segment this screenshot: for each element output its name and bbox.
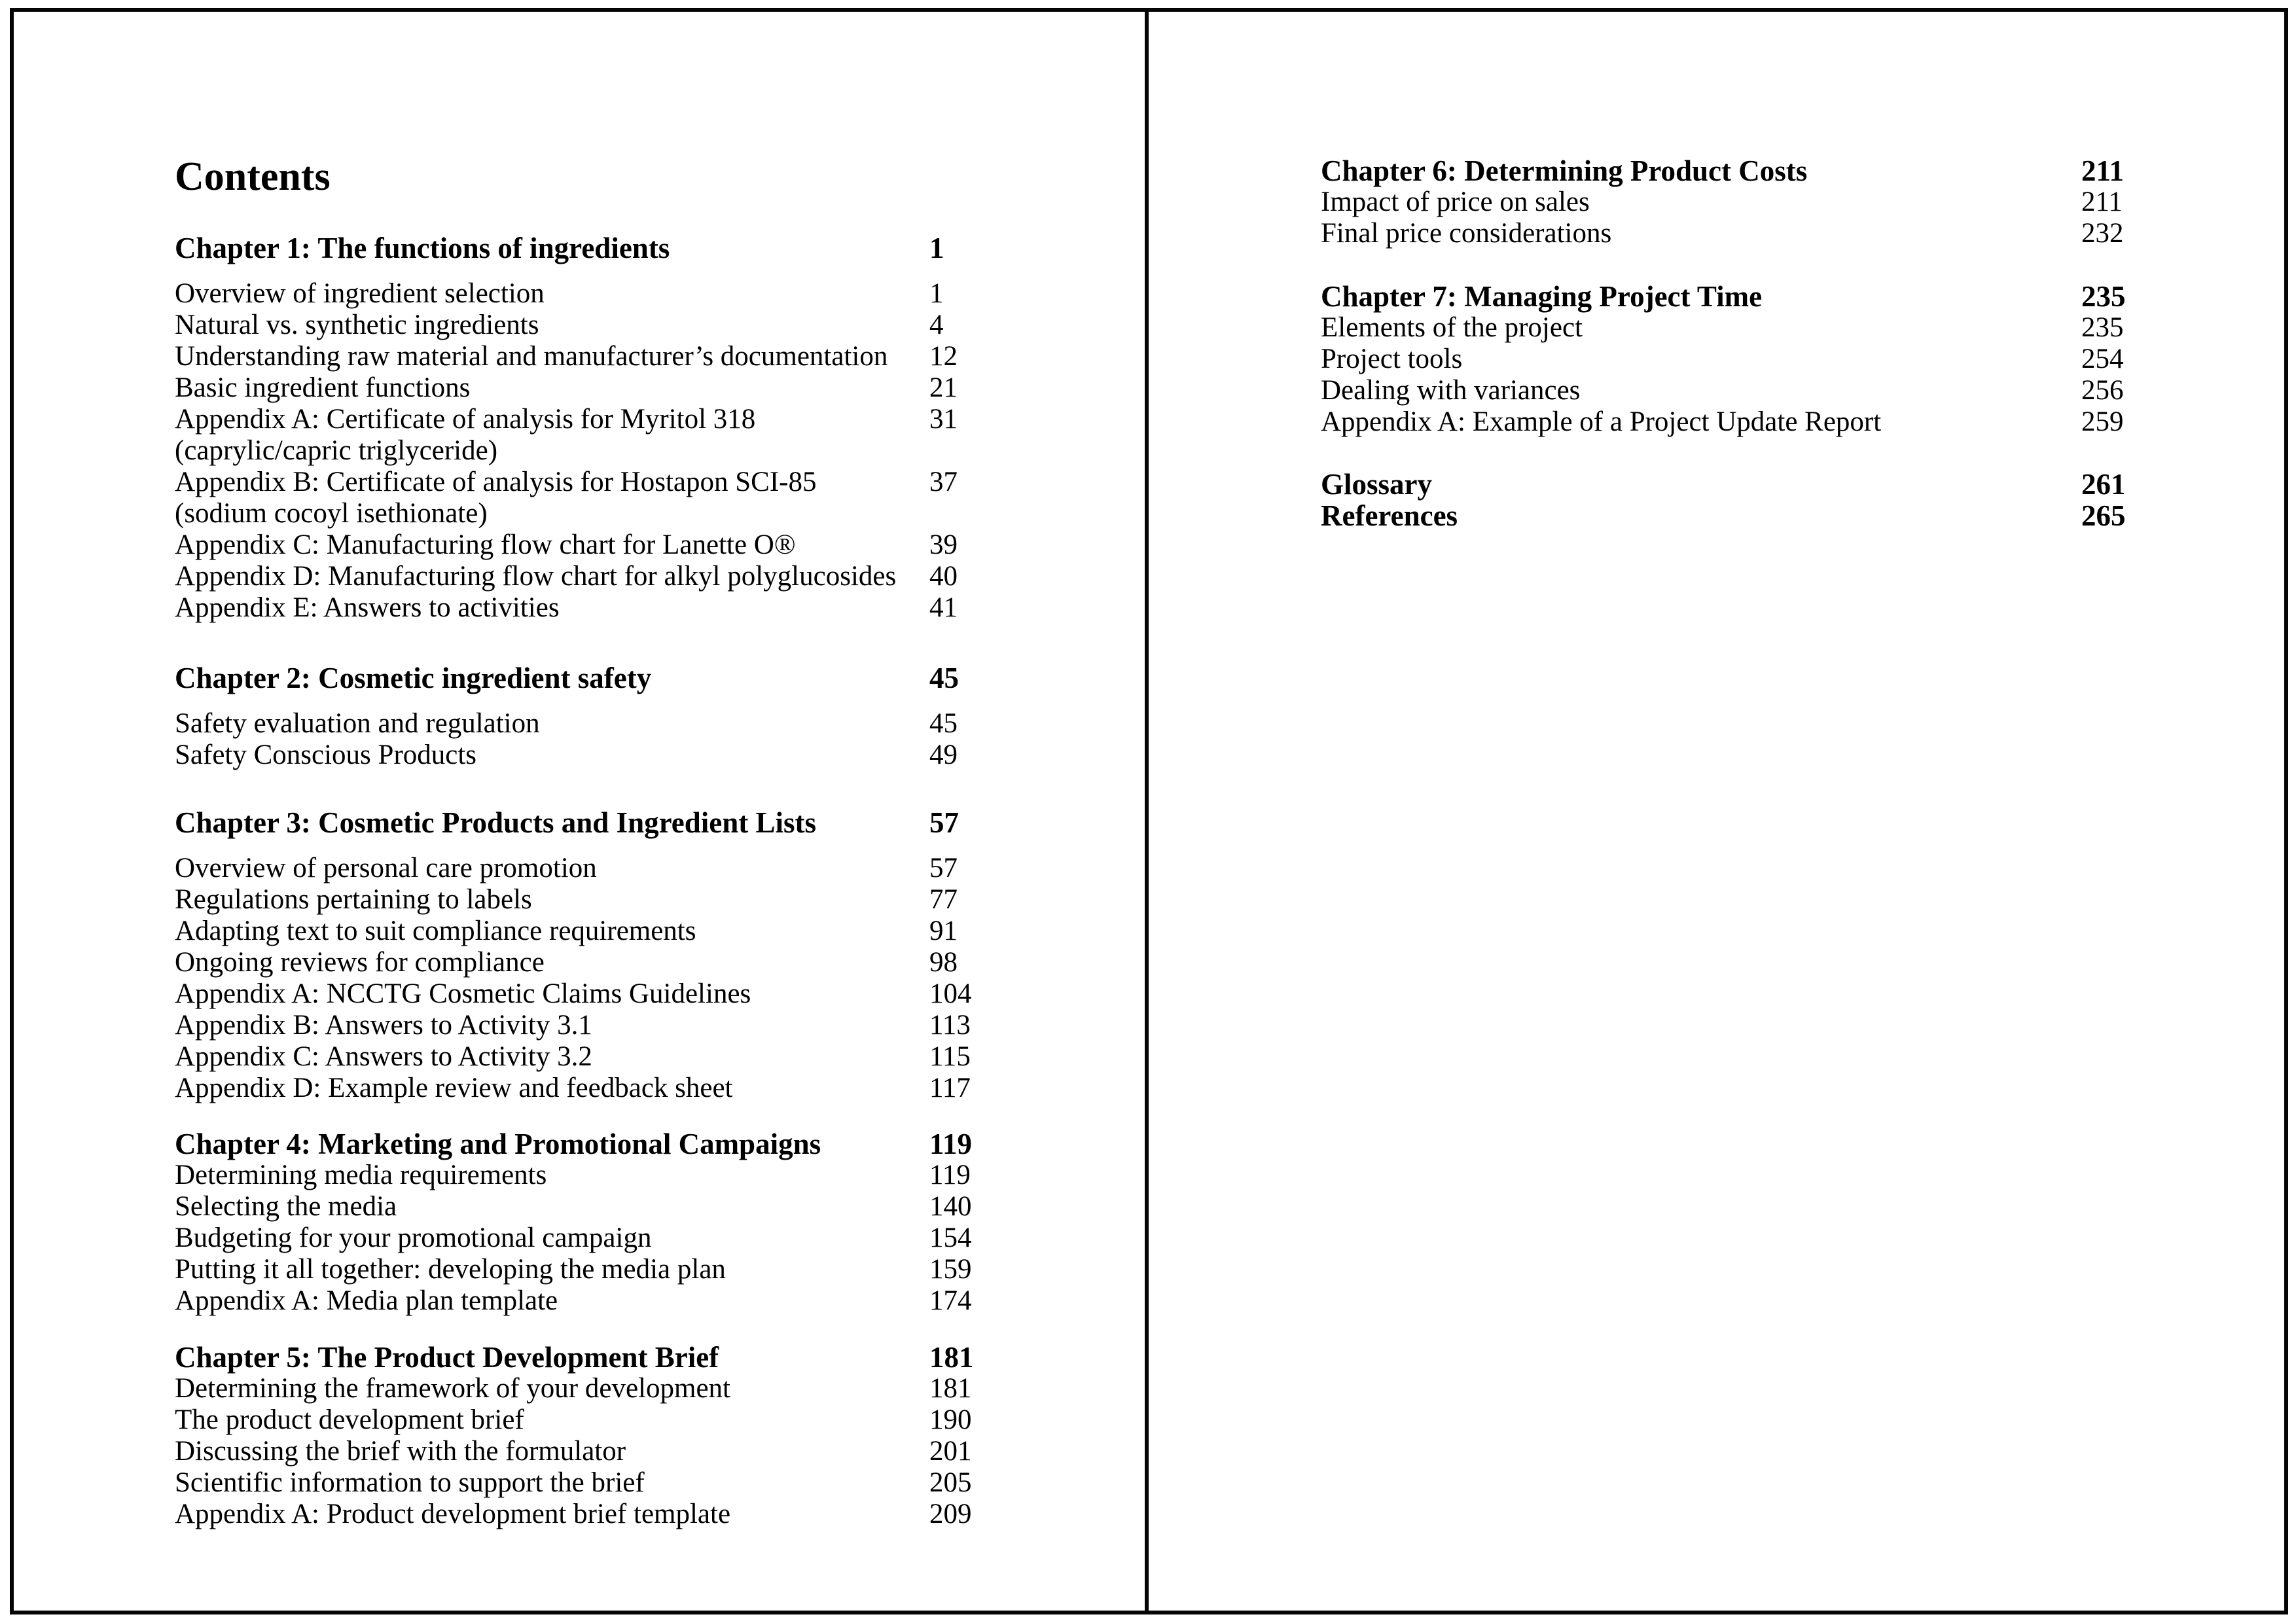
toc-entry [175, 853, 1006, 884]
toc-entry-label: Natural vs. synthetic ingredients [175, 310, 539, 340]
toc-entry [175, 1191, 1006, 1222]
toc-entry [175, 278, 1006, 310]
toc-entry-label: Appendix D: Manufacturing flow chart for alkyl polyglucosides [175, 561, 897, 592]
toc-entry-page-number: 113 [929, 1010, 971, 1041]
toc-entry-page-number: 91 [929, 916, 958, 946]
toc-entry-continuation [175, 435, 1006, 467]
toc-entry-page-number: 119 [929, 1160, 971, 1190]
toc-entry [175, 1160, 1006, 1191]
toc-entry-page-number: 31 [929, 404, 958, 435]
toc-entry-page-number: 256 [2081, 375, 2124, 406]
toc-entry-page-number: 211 [2081, 187, 2123, 217]
toc-entry-label: Safety evaluation and regulation [175, 708, 540, 739]
toc-entry [175, 341, 1006, 372]
toc-entry-label: Impact of price on sales [1321, 187, 1590, 217]
toc-entry-label: Dealing with variances [1321, 375, 1581, 406]
toc-section-heading [1321, 500, 2152, 531]
toc-entry-label: Adapting text to suit compliance requirements [175, 916, 696, 946]
toc-entry-page-number: 190 [929, 1404, 972, 1435]
right-page [1321, 0, 2172, 1623]
toc-entry-page-number: 117 [929, 1073, 971, 1103]
toc-entry-page-number: 181 [929, 1341, 974, 1374]
toc-section-heading [175, 1128, 1006, 1160]
toc-entry-page-number: 57 [929, 853, 958, 883]
toc-entry-label: Budgeting for your promotional campaign [175, 1222, 652, 1253]
toc-entry-page-number: 21 [929, 372, 958, 403]
toc-entry-label: Appendix A: Certificate of analysis for Myritol 318 [175, 404, 756, 435]
toc-section-heading-label: Chapter 1: The functions of ingredients [175, 232, 670, 264]
toc-section-heading-label: Chapter 6: Determining Product Costs [1321, 154, 1808, 187]
toc-entry-label: Understanding raw material and manufacturer’s documentation [175, 341, 888, 372]
toc-entry [1321, 312, 2152, 344]
toc-entry-page-number: 49 [929, 740, 958, 770]
contents-title: Contents [175, 154, 331, 199]
toc-entry-page-number: 140 [929, 1191, 972, 1222]
toc-entry-page-number: 235 [2081, 312, 2124, 343]
toc-entry [1321, 187, 2152, 218]
toc-entry-page-number: 232 [2081, 218, 2124, 249]
toc-section-heading-label: Chapter 2: Cosmetic ingredient safety [175, 662, 652, 694]
toc-section-heading-label: Chapter 3: Cosmetic Products and Ingredient Lists [175, 806, 817, 839]
toc-entry [1321, 218, 2152, 249]
toc-entry [175, 884, 1006, 916]
toc-entry-label: Scientific information to support the brief [175, 1467, 645, 1498]
toc-entry-page-number: 115 [929, 1041, 971, 1072]
toc-entry-label: Overview of ingredient selection [175, 278, 545, 309]
toc-entry [175, 740, 1006, 771]
toc-entry-page-number: 4 [929, 310, 944, 340]
toc-entry-label: Discussing the brief with the formulator [175, 1436, 626, 1467]
toc-section-heading [175, 1342, 1006, 1373]
toc-entry-page-number: 39 [929, 529, 958, 560]
toc-entry-label: Final price considerations [1321, 218, 1612, 249]
toc-entry-page-number: 77 [929, 884, 958, 915]
toc-section-heading-label: Chapter 5: The Product Development Brief [175, 1341, 719, 1374]
toc-entry-page-number: 181 [929, 1373, 972, 1404]
toc-entry-label: (caprylic/capric triglyceride) [175, 435, 498, 466]
toc-section-heading [1321, 281, 2152, 312]
toc-entry [175, 708, 1006, 740]
toc-entry-page-number: 265 [2081, 499, 2126, 532]
toc-entry [175, 1254, 1006, 1285]
toc-entry-page-number: 40 [929, 561, 958, 592]
toc-entry [175, 561, 1006, 592]
toc-entry-page-number: 119 [929, 1128, 973, 1160]
toc-entry [1321, 344, 2152, 375]
toc-entry [175, 404, 1006, 435]
toc-entry-label: Putting it all together: developing the media plan [175, 1254, 726, 1285]
toc-entry-label: Selecting the media [175, 1191, 397, 1222]
toc-entry-page-number: 209 [929, 1499, 972, 1529]
toc-entry-page-number: 1 [929, 278, 944, 309]
left-page [175, 0, 1026, 1623]
toc-entry [175, 1499, 1006, 1530]
toc-entry-page-number: 174 [929, 1285, 972, 1316]
toc-entry-label: Elements of the project [1321, 312, 1583, 343]
toc-entry-label: Overview of personal care promotion [175, 853, 597, 883]
toc-section-heading [175, 662, 1006, 694]
toc-entry [175, 1404, 1006, 1436]
toc-entry [175, 592, 1006, 624]
toc-entry-label: The product development brief [175, 1404, 524, 1435]
toc-entry [1321, 375, 2152, 406]
toc-entry [175, 1436, 1006, 1467]
toc-entry [175, 1373, 1006, 1404]
toc-entry [175, 947, 1006, 978]
toc-entry-page-number: 12 [929, 341, 958, 372]
toc-entry [175, 1073, 1006, 1104]
toc-entry-page-number: 1 [929, 232, 944, 264]
toc-entry-label: Appendix A: Media plan template [175, 1285, 558, 1316]
toc-entry-label: Determining the framework of your development [175, 1373, 730, 1404]
toc-entry [175, 1041, 1006, 1073]
toc-entry [175, 916, 1006, 947]
toc-entry-label: Appendix C: Manufacturing flow chart for Lanette O® [175, 529, 796, 560]
toc-entry-page-number: 37 [929, 467, 958, 497]
toc-entry-page-number: 254 [2081, 344, 2124, 374]
toc-entry [175, 467, 1006, 498]
toc-entry-page-number: 45 [929, 708, 958, 739]
toc-entry [175, 529, 1006, 561]
toc-section-heading [175, 807, 1006, 838]
toc-entry-page-number: 259 [2081, 406, 2124, 437]
toc-entry-page-number: 154 [929, 1222, 972, 1253]
toc-entry-label: Appendix E: Answers to activities [175, 592, 560, 623]
toc-section-heading [1321, 155, 2152, 187]
toc-section-heading [175, 232, 1006, 264]
toc-entry-label: Regulations pertaining to labels [175, 884, 532, 915]
toc-entry-page-number: 41 [929, 592, 958, 623]
toc-entry [175, 1285, 1006, 1317]
toc-section-heading-label: Glossary [1321, 468, 1433, 501]
toc-entry-page-number: 159 [929, 1254, 972, 1285]
toc-entry-label: (sodium cocoyl isethionate) [175, 498, 488, 529]
toc-entry [175, 1467, 1006, 1499]
toc-entry-label: Safety Conscious Products [175, 740, 477, 770]
toc-entry [175, 372, 1006, 404]
toc-entry [1321, 406, 2152, 438]
toc-section-heading-label: References [1321, 499, 1458, 532]
toc-entry [175, 1010, 1006, 1041]
toc-entry-label: Appendix C: Answers to Activity 3.2 [175, 1041, 592, 1072]
toc-entry-page-number: 261 [2081, 468, 2126, 501]
toc-entry-continuation [175, 498, 1006, 529]
toc-entry-label: Project tools [1321, 344, 1463, 374]
toc-entry-page-number: 201 [929, 1436, 972, 1467]
toc-entry [175, 978, 1006, 1010]
toc-entry-label: Determining media requirements [175, 1160, 547, 1190]
toc-entry [175, 1222, 1006, 1254]
toc-section-heading-label: Chapter 7: Managing Project Time [1321, 280, 1763, 313]
toc-entry-page-number: 45 [929, 662, 959, 694]
toc-entry-page-number: 98 [929, 947, 958, 978]
toc-entry-label: Appendix A: Product development brief template [175, 1499, 731, 1529]
toc-entry-page-number: 104 [929, 978, 972, 1009]
toc-entry-page-number: 57 [929, 806, 959, 839]
toc-entry-label: Appendix A: NCCTG Cosmetic Claims Guidelines [175, 978, 751, 1009]
toc-entry-label: Appendix D: Example review and feedback sheet [175, 1073, 733, 1103]
toc-section-heading-label: Chapter 4: Marketing and Promotional Campaigns [175, 1128, 821, 1160]
toc-entry-page-number: 211 [2081, 154, 2125, 187]
toc-section-heading [1321, 469, 2152, 500]
page-divider [1145, 8, 1149, 1614]
toc-entry-label: Appendix B: Answers to Activity 3.1 [175, 1010, 592, 1041]
toc-entry-label: Ongoing reviews for compliance [175, 947, 545, 978]
toc-entry [175, 310, 1006, 341]
toc-entry-label: Basic ingredient functions [175, 372, 471, 403]
toc-entry-page-number: 205 [929, 1467, 972, 1498]
toc-entry-label: Appendix B: Certificate of analysis for Hostapon SCI-85 [175, 467, 817, 497]
toc-entry-label: Appendix A: Example of a Project Update Report [1321, 406, 1882, 437]
toc-entry-page-number: 235 [2081, 280, 2126, 313]
